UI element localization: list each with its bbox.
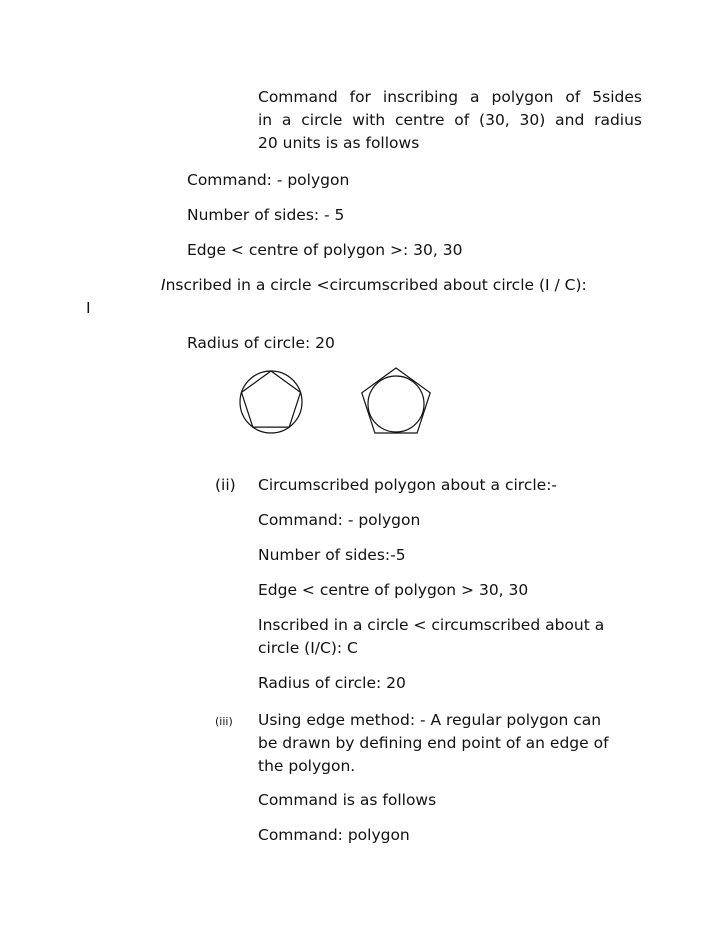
circumscribed-pentagon-figure [358,364,434,436]
circumscribed-figure-pentagon [362,368,430,433]
inscribed-figure-circle [240,371,302,433]
circumscribed-option-line-1: Inscribed in a circle < circumscribed about a [258,616,605,634]
circumscribed-option-line-2: circle (I/C): C [258,639,358,657]
circumscribed-sides: Number of sides:-5 [258,546,406,564]
inscribed-option [161,275,587,295]
circumscribed-edge: Edge < centre of polygon > 30, 30 [258,581,529,599]
inscribed-option-rest: nscribed in a circle <circumscribed about circle (I / C): [165,276,587,294]
edge-method-line-1: Using edge method: - A regular polygon can [258,711,602,729]
intro-line-1: Command for inscribing a polygon of 5sides [258,88,642,106]
circumscribed-command: Command: - polygon [258,511,421,529]
inscribed-pentagon-figure [234,366,308,438]
inscribed-sides: Number of sides: - 5 [187,206,345,224]
circumscribed-figure-circle [368,376,424,432]
intro-line-2: in a circle with centre of (30, 30) and radius [258,111,642,129]
edge-method-line-3: the polygon. [258,757,356,775]
inscribed-option-first-letter: I [161,276,166,294]
circumscribed-radius: Radius of circle: 20 [258,674,406,692]
section-iii-number: (iii) [215,715,233,728]
inscribed-radius: Radius of circle: 20 [187,334,335,352]
intro-line-3: 20 units is as follows [258,134,420,152]
inscribed-command: Command: - polygon [187,171,350,189]
inscribed-option-answer: I [86,299,91,317]
inscribed-edge: Edge < centre of polygon >: 30, 30 [187,241,463,259]
section-ii-number: (ii) [215,476,236,494]
section-ii-heading: Circumscribed polygon about a circle:- [258,476,558,494]
edge-method-command-intro: Command is as follows [258,791,437,809]
edge-method-line-2: be drawn by defining end point of an edge of [258,734,609,752]
edge-method-command: Command: polygon [258,826,410,844]
